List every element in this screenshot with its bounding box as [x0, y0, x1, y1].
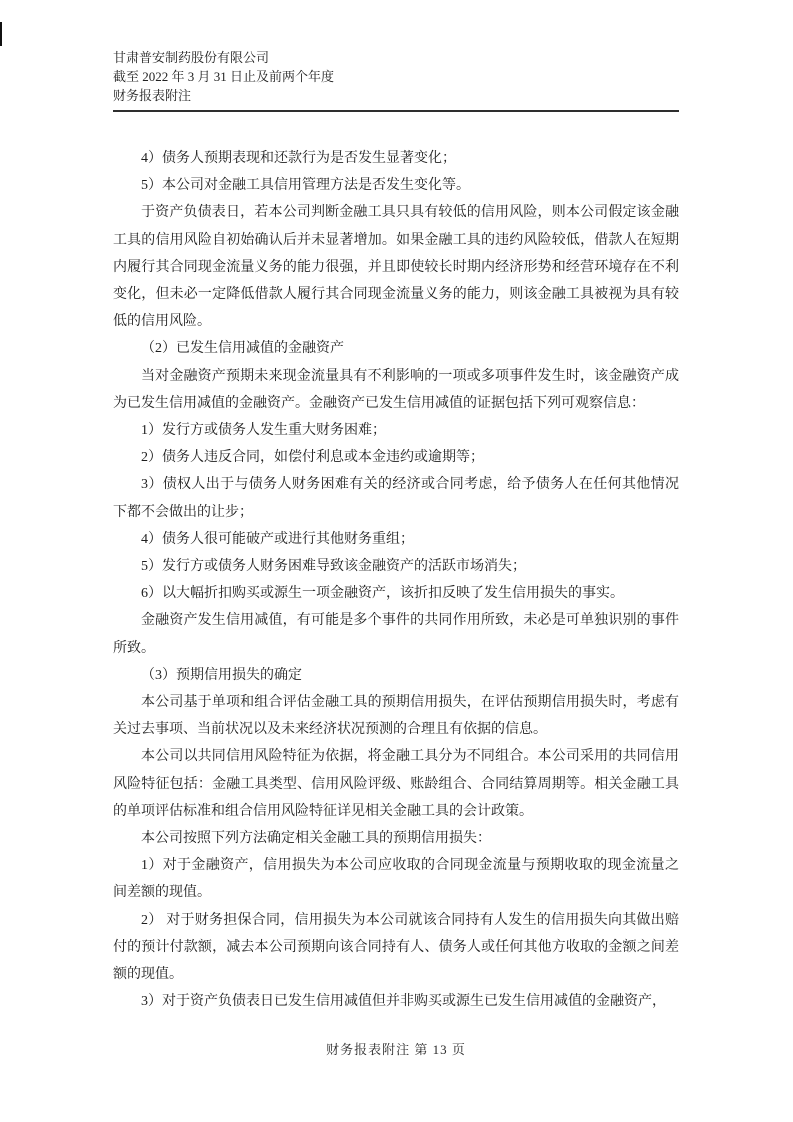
scan-artifact-mark	[0, 22, 2, 46]
paragraph: （2）已发生信用减值的金融资产	[141, 341, 344, 357]
paragraph: 本公司以共同信用风险特征为依据，将金融工具分为不同组合。本公司采用的共同信用风险特征包括：金融工具类型、信用风险评级、账龄组合、合同结算周期等。相关金融工具的单项评估标准和组合信用风险特征详见相关金融工具的会计政策。	[113, 749, 679, 819]
paragraph: 金融资产发生信用减值，有可能是多个事件的共同作用所致，未必是可单独识别的事件所致。	[113, 613, 679, 656]
paragraph: 3）债权人出于与债务人财务困难有关的经济或合同考虑，给予债务人在任何其他情况下都不会做出的让步；	[113, 477, 679, 520]
paragraph: 1）对于金融资产，信用损失为本公司应收取的合同现金流量与预期收取的现金流量之间差额的现值。	[113, 858, 679, 901]
footer-page-label: 财务报表附注 第 13 页	[326, 1042, 466, 1057]
page-content	[113, 0, 679, 1016]
document-header	[113, 48, 679, 105]
header-document-title: 财务报表附注	[113, 88, 192, 103]
paragraph: 4）债务人很可能破产或进行其他财务重组；	[141, 531, 414, 547]
header-divider	[113, 110, 679, 112]
header-company-name: 甘肃普安制药股份有限公司	[113, 50, 270, 65]
paragraph: 2）债务人违反合同，如偿付利息或本金违约或逾期等；	[141, 450, 484, 466]
paragraph: 于资产负债表日，若本公司判断金融工具只具有较低的信用风险，则本公司假定该金融工具的信用风险自初始确认后并未显著增加。如果金融工具的违约风险较低，借款人在短期内履行其合同现金流量义务的能力很强，并且即使较长时期内经济形势和经营环境存在不利变化，但未必一定降低借款人履行其合同现金流量义务的能力，则该金融工具被视为具有较低的信用风险。	[113, 205, 679, 330]
paragraph: 4）债务人预期表现和还款行为是否发生显著变化；	[141, 151, 456, 166]
paragraph: 5）本公司对金融工具信用管理方法是否发生变化等。	[141, 178, 470, 194]
paragraph: 本公司基于单项和组合评估金融工具的预期信用损失，在评估预期信用损失时，考虑有关过去事项、当前状况以及未来经济状况预测的合理且有依据的信息。	[113, 695, 679, 738]
document-body	[113, 145, 679, 1016]
paragraph: 本公司按照下列方法确定相关金融工具的预期信用损失：	[141, 831, 491, 847]
paragraph: 3）对于资产负债表日已发生信用减值但并非购买或源生已发生信用减值的金融资产，	[141, 994, 666, 1010]
paragraph: 当对金融资产预期未来现金流量具有不利影响的一项或多项事件发生时，该金融资产成为已发生信用减值的金融资产。金融资产已发生信用减值的证据包括下列可观察信息：	[113, 368, 679, 411]
header-period-line: 截至 2022 年 3 月 31 日止及前两个年度	[113, 69, 335, 84]
paragraph: 2） 对于财务担保合同，信用损失为本公司就该合同持有人发生的信用损失向其做出赔付的预计付款额，减去本公司预期向该合同持有人、债务人或任何其他方收取的金额之间差额的现值。	[113, 912, 679, 983]
paragraph: （3）预期信用损失的确定	[141, 667, 302, 683]
paragraph: 1）发行方或债务人发生重大财务困难；	[141, 423, 386, 439]
paragraph: 5）发行方或债务人财务困难导致该金融资产的活跃市场消失；	[141, 559, 526, 575]
paragraph: 6）以大幅折扣购买或源生一项金融资产，该折扣反映了发生信用损失的事实。	[141, 586, 624, 602]
